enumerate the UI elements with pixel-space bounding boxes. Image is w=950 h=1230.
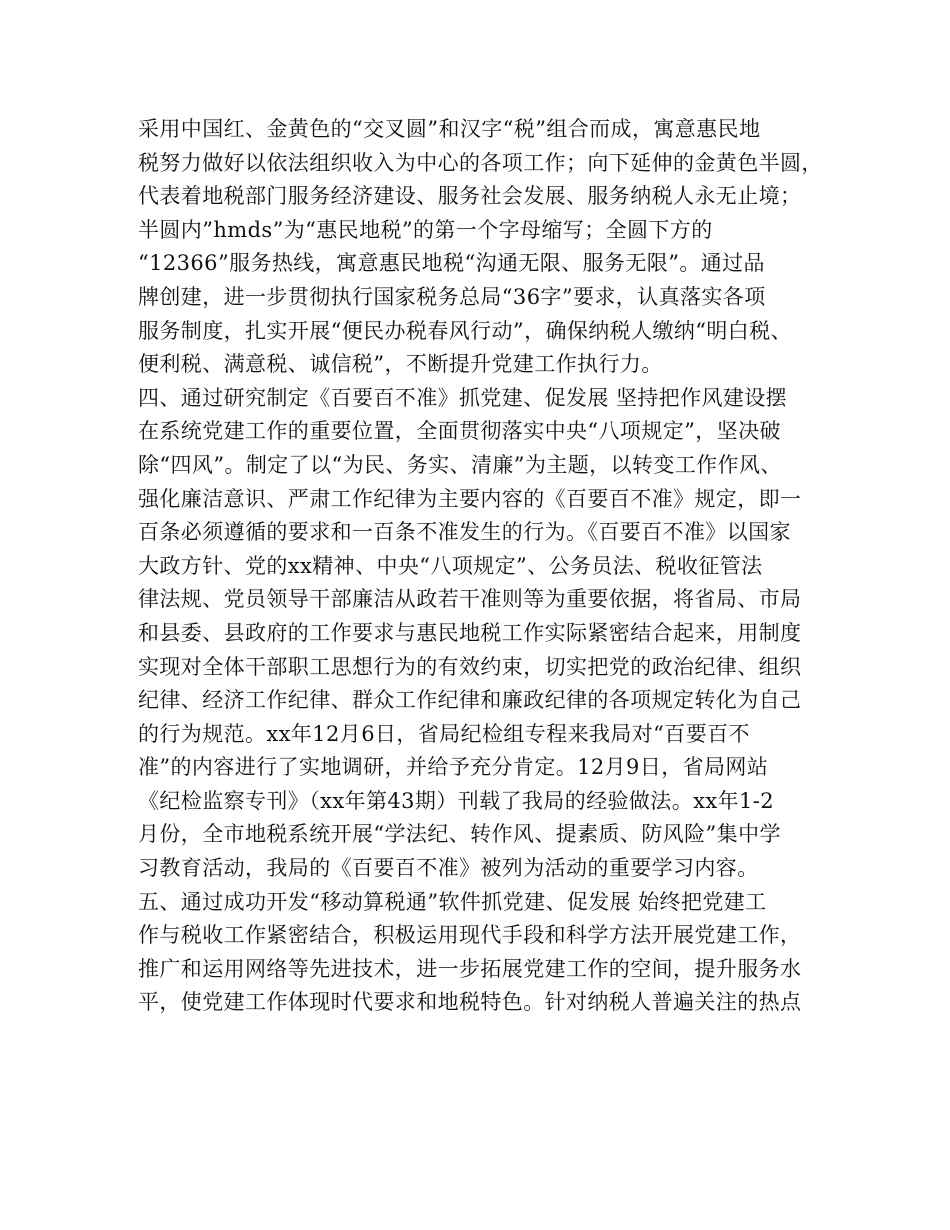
text-line: 牌创建，进一步贯彻执行国家税务总局“36字”要求，认真落实各项 [138,284,766,309]
text-line: 《纪检监察专刊》（xx年第43期）刊载了我局的经验做法。xx年1-2 [138,788,775,813]
text-line: 在系统党建工作的重要位置，全面贯彻落实中央“八项规定”，坚决破 [138,419,781,444]
text-line: “12366”服务热线，寓意惠民地税“沟通无限、服务无限”。通过品 [138,251,765,276]
text-line: 大政方针、党的xx精神、中央“八项规定”、公务员法、税收征管法 [138,553,763,578]
text-line: 习教育活动，我局的《百要百不准》被列为活动的重要学习内容。 [138,856,759,881]
body-text [138,113,828,1020]
text-line: 纪律、经济工作纪律、群众工作纪律和廉政纪律的各项规定转化为自己 [138,688,802,713]
text-line: 推广和运用网络等先进技术，进一步拓展党建工作的空间，提升服务水 [138,956,802,981]
text-line: 的行为规范。xx年12月6日，省局纪检组专程来我局对“百要百不 [138,721,750,746]
section-heading-line: 四、通过研究制定《百要百不准》抓党建、促发展 坚持把作风建设摆 [138,385,788,410]
text-line: 百条必须遵循的要求和一百条不准发生的行为。《百要百不准》以国家 [138,520,791,545]
text-line: 强化廉洁意识、严肃工作纪律为主要内容的《百要百不准》规定，即一 [138,486,802,511]
text-line: 半圆内”hmds”为“惠民地税”的第一个字母缩写；全圆下方的 [138,217,713,242]
text-line: 实现对全体干部职工思想行为的有效约束，切实把党的政治纪律、组织 [138,654,802,679]
text-line: 和县委、县政府的工作要求与惠民地税工作实际紧密结合起来，用制度 [138,620,802,645]
text-line: 服务制度，扎实开展“便民办税春风行动”，确保纳税人缴纳“明白税、 [138,318,793,343]
text-line: 律法规、党员领导干部廉洁从政若干准则等为重要依据，将省局、市局 [138,587,802,612]
text-line: 月份，全市地税系统开展“学法纪、转作风、提素质、防风险”集中学 [138,822,781,847]
text-line: 除“四风”。制定了以“为民、务实、清廉”为主题，以转变工作作风、 [138,452,782,477]
text-line: 便利税、满意税、诚信税”，不断提升党建工作执行力。 [138,352,663,377]
text-line: 采用中国红、金黄色的“交叉圆”和汉字“税”组合而成，寓意惠民地 [138,117,761,141]
text-line: 代表着地税部门服务经济建设、服务社会发展、服务纳税人永无止境； [138,184,802,209]
text-line: 作与税收工作紧密结合，积极运用现代手段和科学方法开展党建工作， [138,923,802,948]
text-line: 准”的内容进行了实地调研，并给予充分肯定。12月9日，省局网站 [138,755,769,780]
text-line: 平，使党建工作体现时代要求和地税特色。针对纳税人普遍关注的热点 [138,990,802,1015]
section-heading-line: 五、通过成功开发“移动算税通”软件抓党建、促发展 始终把党建工 [138,889,767,914]
text-line: 税努力做好以依法组织收入为中心的各项工作；向下延伸的金黄色半圆， [138,150,823,175]
